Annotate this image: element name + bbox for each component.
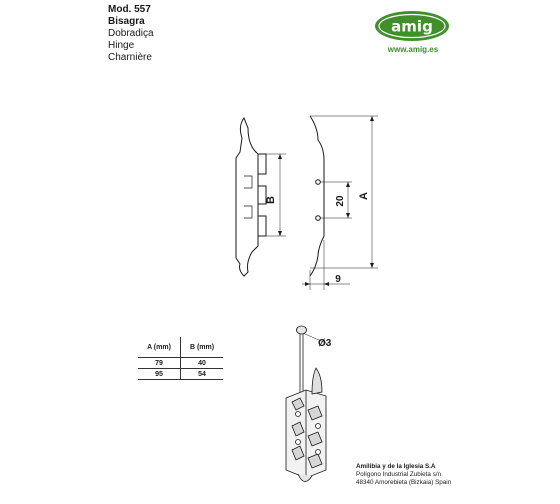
pin-head [297, 326, 307, 334]
company-address-line1: Polígono Industrial Zubieta s/n [356, 471, 442, 478]
table-header-b: B (mm) [181, 337, 224, 358]
isometric-hinge [286, 326, 326, 482]
dim-20-label: 20 [335, 195, 346, 207]
table-cell-a: 95 [138, 369, 181, 380]
dim-pin-label: Ø3 [318, 338, 332, 349]
logo-text: amig [391, 17, 433, 36]
side-view-leaf [236, 118, 258, 276]
model-number: Mod. 557 [108, 4, 151, 15]
product-name-fr: Charnière [108, 52, 152, 63]
iso-hole-4 [316, 450, 321, 455]
iso-hole-1 [296, 412, 301, 417]
product-name-pt: Dobradiça [108, 28, 154, 39]
front-view-outline [310, 116, 324, 276]
dim-9-label: 9 [335, 274, 341, 285]
dim-b-label: B [265, 196, 277, 204]
table-cell-b: 54 [181, 369, 224, 380]
dim-a-label: A [358, 192, 370, 200]
company-name: Amilibia y de la Iglesia S.A [356, 463, 436, 470]
front-view [310, 116, 324, 276]
table-row [138, 358, 223, 369]
side-view [236, 118, 266, 276]
website-link[interactable]: www.amig.es [387, 45, 439, 54]
side-view-knuckle-inner [244, 176, 252, 218]
screw-hole-bottom [316, 216, 321, 221]
product-name-es: Bisagra [108, 16, 145, 27]
screw-hole-top [316, 180, 321, 185]
table-row [138, 369, 223, 380]
table-header-a: A (mm) [138, 337, 181, 358]
iso-hole-3 [296, 440, 301, 445]
hinge-finial [312, 368, 322, 394]
side-view-knuckles [258, 154, 266, 236]
table-cell-a: 79 [138, 358, 181, 369]
iso-hole-2 [316, 424, 321, 429]
dimensions-table [138, 337, 223, 380]
company-info [356, 463, 451, 487]
table-header-row [138, 337, 223, 358]
company-address-line2: 48340 Amorebieta (Bizkaia) Spain [356, 479, 452, 486]
product-name-en: Hinge [108, 40, 135, 51]
table-cell-b: 40 [181, 358, 224, 369]
